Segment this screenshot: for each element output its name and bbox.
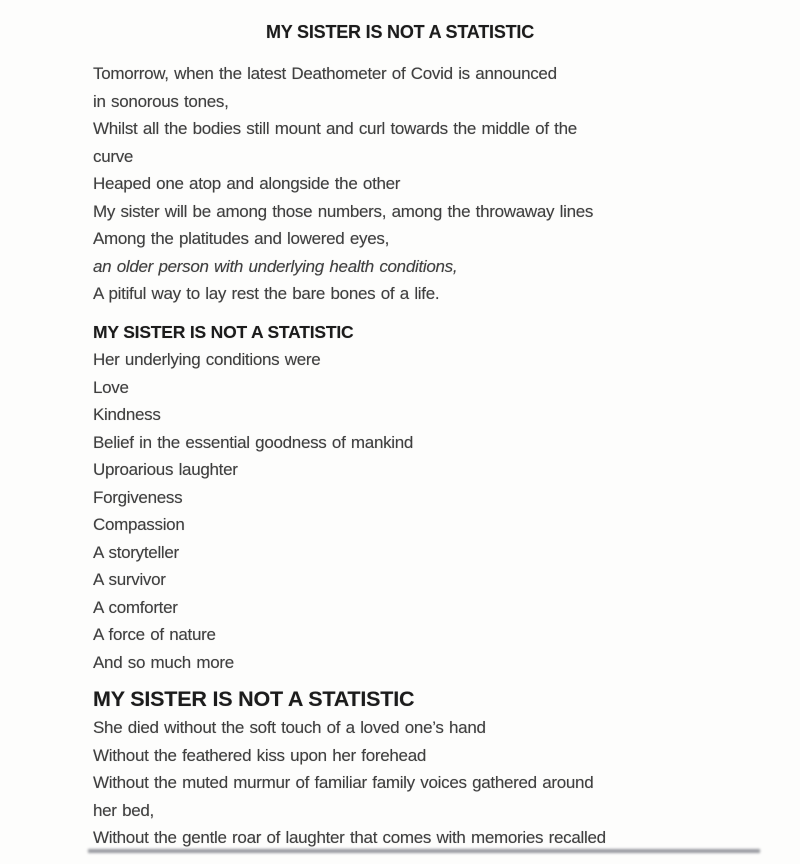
poem-line: Without the muted murmur of familiar family voices gathered around [93,773,594,792]
poem-line: A force of nature [93,625,216,644]
poem-line: Her underlying conditions were [93,350,321,369]
poem-line: Without the gentle roar of laughter that comes with memories recalled [93,828,606,847]
poem-line: Belief in the essential goodness of mankind [93,432,414,452]
poem-line: A pitiful way to lay rest the bare bones of a life. [93,284,440,303]
poem-title: MY SISTER IS NOT A STATISTIC [265,22,535,42]
poem-line: Compassion [93,515,185,534]
poem-line: Uproarious laughter [93,460,238,479]
stanza-2-heading: MY SISTER IS NOT A STATISTIC [93,321,354,342]
stanza-2 [0,319,800,677]
poem-line: curve [93,146,134,166]
stanza-3 [0,684,800,852]
poem-line: her bed, [93,800,154,820]
stanza-1 [0,60,800,308]
poem-line: A storyteller [93,542,179,562]
poem-line: Without the feathered kiss upon her forehead [93,745,427,765]
poem-line: in sonorous tones, [93,91,229,111]
poem-line: Heaped one atop and alongside the other [93,174,401,193]
poem-line: She died without the soft touch of a loved one’s hand [93,718,486,737]
stanza-3-heading: MY SISTER IS NOT A STATISTIC [93,687,415,711]
poem-line: A comforter [93,597,178,617]
poem-line: A survivor [93,570,166,589]
cutoff-text-artifact [88,849,760,853]
poem-line-italic: an older person with underlying health conditions, [93,256,458,276]
poem-line: Kindness [93,405,161,424]
poem-line: Tomorrow, when the latest Deathometer of Covid is announced [93,64,557,83]
poem-line: Among the platitudes and lowered eyes, [93,229,390,248]
poem-line: And so much more [93,652,234,672]
poem-line: Forgiveness [93,487,183,507]
poem-line: Love [93,377,129,397]
poem-line: Whilst all the bodies still mount and curl towards the middle of the [93,119,577,138]
poem-line: My sister will be among those numbers, among the throwaway lines [93,201,594,221]
